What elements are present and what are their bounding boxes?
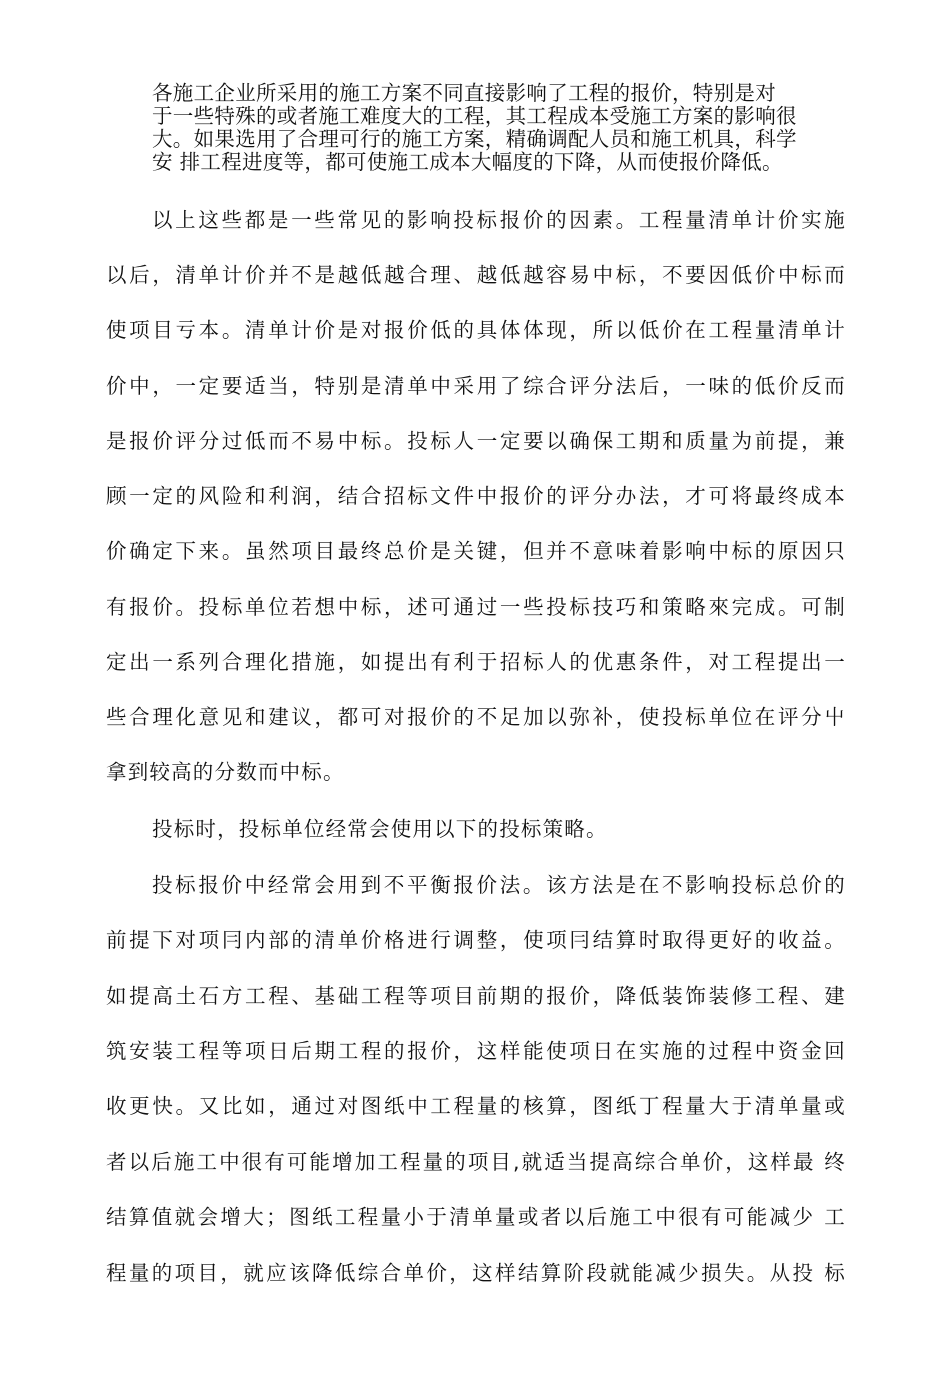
text-line: 定出一系列合理化措施，如提出有利于招标人的优惠条件，对工程提出一 [106, 650, 846, 674]
text-line: 投标报价中经常会用到不平衡报价法。该方法是在不影响投标总价的 [152, 873, 846, 897]
text-line: 筑安装工程等项日后期工程的报价，这样能使项日在实施的过程中资金回 [106, 1039, 846, 1063]
text-line: 者以后施工中很有可能增加工程量的项目,就适当提高综合单价，这样最 终 [106, 1150, 846, 1174]
text-line: 前提下对项冃内部的清单价格进行调整，使项冃结算时取得更好的收益。 [106, 928, 846, 952]
paragraph-construction-plan [152, 82, 852, 174]
text-line: 价确定下来。虽然项目最终总价是关键，但并不意味着影响中标的原因只 [106, 539, 846, 563]
text-line: 各施工企业所采用的施工方案不同直接影响了工程的报价，特别是对 [152, 81, 776, 105]
text-line: 些合理化意见和建议，都可对报价的不足加以弥补，使投标单位在评分屮 [106, 705, 846, 729]
text-line: 安 排工程进度等，都可使施工成本大幅度的下降，从而使报价降低。 [152, 150, 783, 174]
text-line: 使项目亏本。清单计价是对报价低的具体体现，所以低价在工程量清单计 [106, 318, 846, 342]
text-line: 大。如果选用了合理可行的施工方案，精确调配人员和施工机具，科学 [152, 127, 797, 151]
text-line: 拿到较高的分数而中标。 [106, 760, 345, 784]
text-line: 如提高土石方工程、基础工程等项目前期的报价，降低装饰装修工程、建 [106, 984, 846, 1008]
text-line: 于一些特殊的或者施工难度大的工程，其工程成本受施工方案的影响很 [152, 104, 797, 128]
text-line: 有报价。投标单位若想中标，述可通过一些投标技巧和策略來完成。可制 [106, 595, 846, 619]
text-line: 结算值就会增大；图纸工程量小于清单量或者以后施工中很有可能减少 工 [106, 1205, 846, 1229]
text-line: 收更快。又比如，通过对图纸中工程量的核算，图纸丁程量大于清单量或 [106, 1094, 846, 1118]
text-line: 是报价评分过低而不易中标。投标人一定要以确保工期和质量为前提，兼 [106, 429, 846, 453]
text-line: 程量的项目，就应该降低综合单价，这样结算阶段就能减少损失。从投 标 [106, 1261, 846, 1285]
text-line: 顾一定的风险和利润，结合招标文件中报价的评分办法，才可将最终成本 [106, 484, 846, 508]
text-line: 价中，一定要适当，特别是清单中采用了综合评分法后，一味的低价反而 [106, 374, 846, 398]
text-line: 投标时，投标单位经常会使用以下的投标策略。 [152, 817, 608, 841]
text-line: 以上这些都是一些常见的影响投标报价的因素。工程量清单计价实施 [152, 208, 846, 232]
text-line: 以后，清单计价并不是越低越合理、越低越容易中标，不要因低价中标而 [106, 263, 846, 287]
